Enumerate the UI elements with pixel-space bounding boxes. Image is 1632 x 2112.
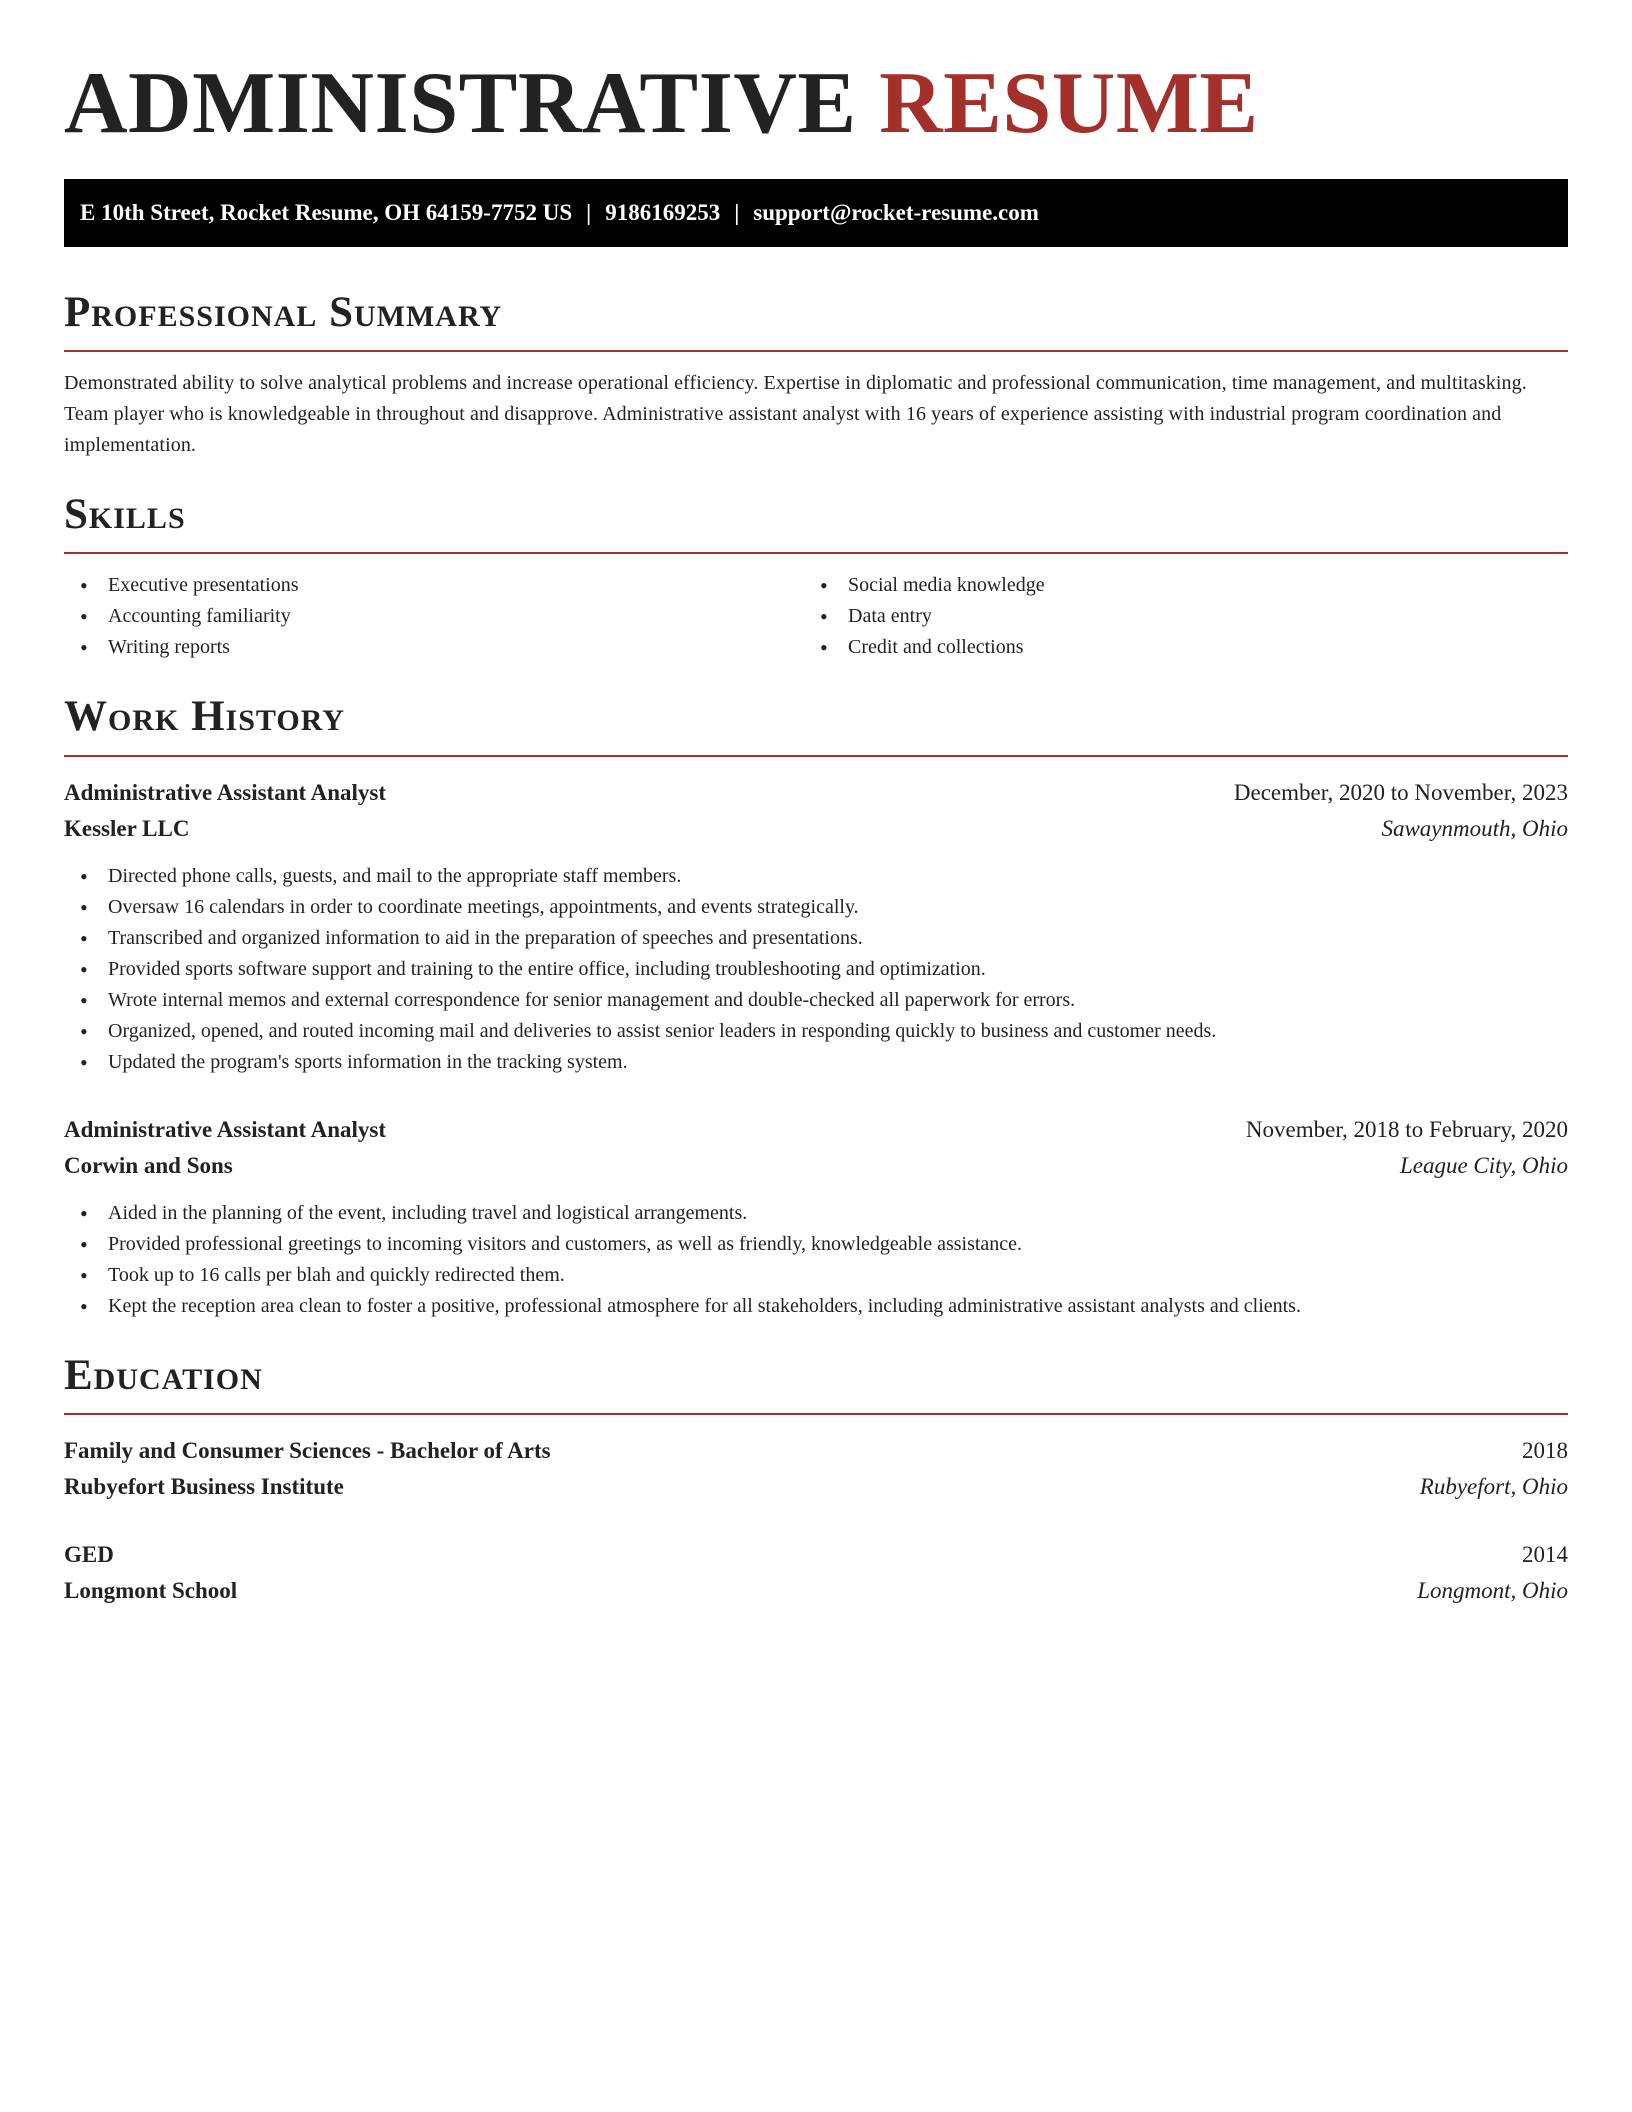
section-heading: Education	[64, 1351, 263, 1399]
job-duties	[64, 1198, 1568, 1322]
job-duty-item: • Updated the program's sports information in the tracking system.	[64, 1047, 1568, 1078]
education-degree-row	[64, 1537, 1568, 1573]
job-header-row	[64, 775, 1568, 811]
job-title: Administrative Assistant Analyst	[64, 1116, 387, 1142]
education-school: Longmont School	[64, 1577, 238, 1603]
education-degree-row	[64, 1433, 1568, 1469]
job-duty-item: • Provided professional greetings to incoming visitors and customers, as well as friendly, knowledgeable assistance.	[64, 1229, 1568, 1260]
job-duty-item: • Took up to 16 calls per blah and quickly redirected them.	[64, 1260, 1568, 1291]
section-divider	[64, 1413, 1568, 1415]
job-entry	[64, 775, 1568, 1078]
education-degree: Family and Consumer Sciences - Bachelor of Arts	[64, 1437, 551, 1463]
education-year: 2018	[1522, 1437, 1568, 1463]
skills-column-right	[804, 570, 1544, 663]
skill-item: • Accounting familiarity	[64, 601, 804, 632]
skills-column-left	[64, 570, 804, 663]
job-entry	[64, 1112, 1568, 1322]
job-duty-item: • Wrote internal memos and external correspondence for senior management and double-checked all paperwork for errors.	[64, 985, 1568, 1016]
job-company-row	[64, 811, 1568, 847]
job-duty-item: • Transcribed and organized information to aid in the preparation of speeches and presentations.	[64, 923, 1568, 954]
contact-phone: 9186169253	[605, 199, 721, 225]
contact-address: E 10th Street, Rocket Resume, OH 64159-7752 US	[80, 199, 573, 225]
education-entry	[64, 1537, 1568, 1609]
education-school-row	[64, 1573, 1568, 1609]
section-skills	[64, 491, 1568, 663]
section-divider	[64, 755, 1568, 757]
education-location: Rubyefort, Ohio	[1419, 1473, 1568, 1499]
section-heading: Skills	[64, 491, 186, 539]
education-year: 2014	[1522, 1541, 1568, 1567]
job-company: Kessler LLC	[64, 815, 190, 841]
skill-item: • Executive presentations	[64, 570, 804, 601]
skill-item: • Data entry	[804, 601, 1544, 632]
job-company: Corwin and Sons	[64, 1152, 233, 1178]
section-divider	[64, 350, 1568, 352]
resume-title	[64, 56, 1568, 153]
job-location: Sawaynmouth, Ohio	[1381, 815, 1568, 841]
section-work-history	[64, 693, 1568, 1321]
contact-separator: |	[586, 199, 592, 225]
summary-text: Demonstrated ability to solve analytical problems and increase operational efficiency. Expertise in diplomatic and professional communication, time management, and multitasking. Team player who is knowledgeable in throughout and disapprove. Administrative assistant analyst with 16 years of experience assisting with industrial program coordination and implementation.	[64, 372, 1527, 457]
job-company-row	[64, 1148, 1568, 1184]
education-school-row	[64, 1469, 1568, 1505]
section-professional-summary	[64, 289, 1568, 461]
job-duty-item: • Organized, opened, and routed incoming mail and deliveries to assist senior leaders in responding quickly to business and customer needs.	[64, 1016, 1568, 1047]
job-duty-item: • Aided in the planning of the event, including travel and logistical arrangements.	[64, 1198, 1568, 1229]
section-heading: Professional Summary	[64, 288, 503, 336]
education-location: Longmont, Ohio	[1417, 1577, 1568, 1603]
job-title: Administrative Assistant Analyst	[64, 779, 387, 805]
job-duties	[64, 861, 1568, 1078]
education-school: Rubyefort Business Institute	[64, 1473, 344, 1499]
contact-separator: |	[734, 199, 740, 225]
section-divider	[64, 552, 1568, 554]
job-dates: November, 2018 to February, 2020	[1245, 1116, 1568, 1142]
job-duty-item: • Oversaw 16 calendars in order to coordinate meetings, appointments, and events strategically.	[64, 892, 1568, 923]
job-duty-item: • Provided sports software support and training to the entire office, including troubleshooting and optimization.	[64, 954, 1568, 985]
education-degree: GED	[64, 1541, 114, 1567]
job-duty-item: • Kept the reception area clean to foster a positive, professional atmosphere for all stakeholders, including administrative assistant analysts and clients.	[64, 1291, 1568, 1322]
skill-item: • Writing reports	[64, 632, 804, 663]
education-entry	[64, 1433, 1568, 1505]
contact-bar	[64, 179, 1568, 247]
skill-item: • Credit and collections	[804, 632, 1544, 663]
section-education	[64, 1352, 1568, 1609]
job-duty-item: • Directed phone calls, guests, and mail to the appropriate staff members.	[64, 861, 1568, 892]
skills-list	[64, 570, 1568, 663]
job-header-row	[64, 1112, 1568, 1148]
contact-email: support@rocket-resume.com	[753, 199, 1039, 225]
section-heading: Work History	[64, 693, 345, 741]
title-word-administrative: ADMINISTRATIVE	[64, 55, 857, 152]
skill-item: • Social media knowledge	[804, 570, 1544, 601]
job-location: League City, Ohio	[1399, 1152, 1568, 1178]
job-dates: December, 2020 to November, 2023	[1233, 779, 1568, 805]
title-word-resume: RESUME	[879, 55, 1259, 152]
